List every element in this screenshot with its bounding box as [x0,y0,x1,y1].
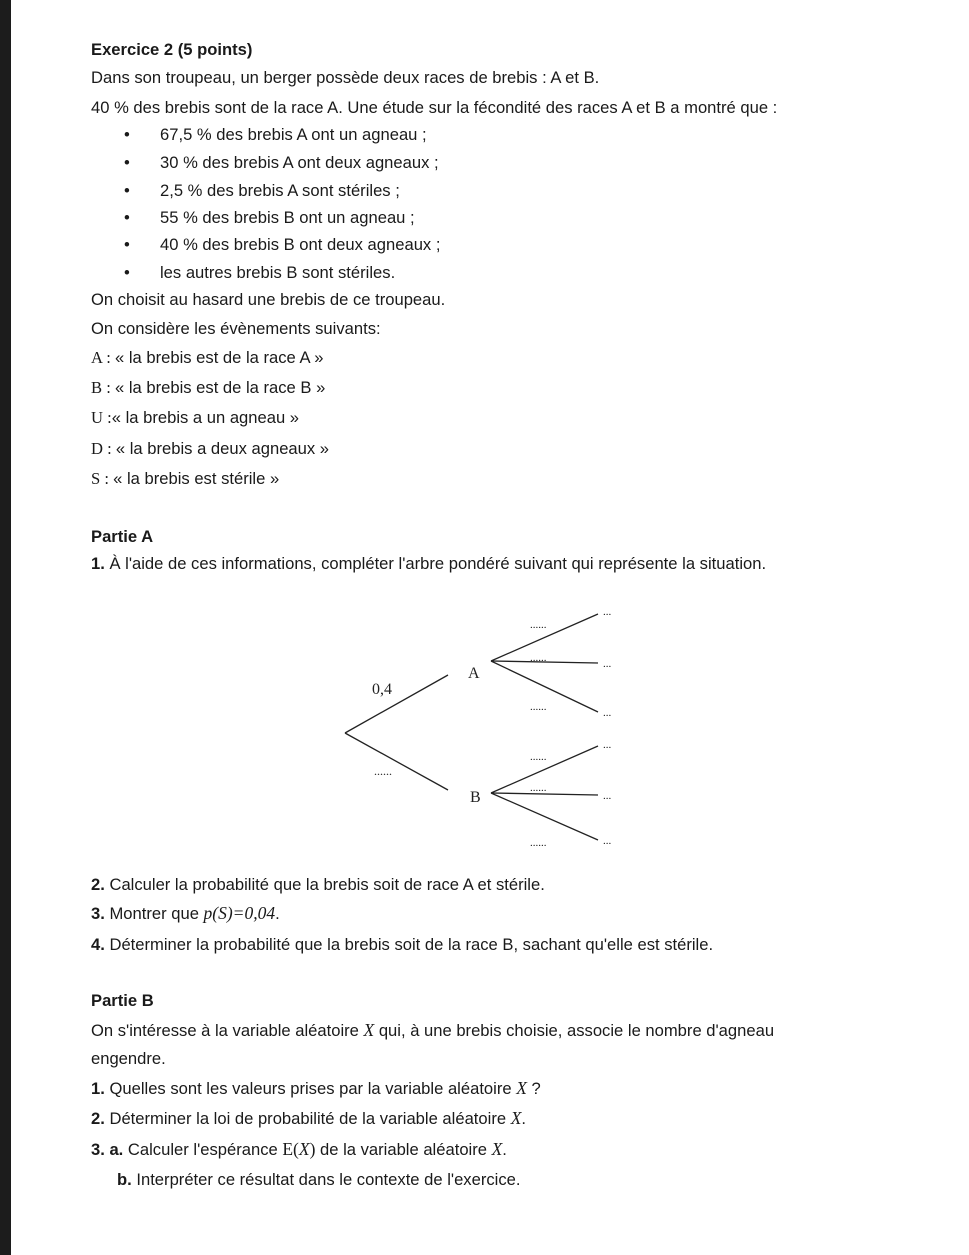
tree-leaf-label: ... [603,835,612,847]
part-b-intro-1 [91,1020,774,1041]
event-letter: B [91,378,103,397]
exercise-title: Exercice 2 (5 points) [91,40,253,59]
consider-line: On considère les évènements suivants: [91,319,381,338]
question-sub-label: b. [117,1170,132,1189]
question-end: . [275,904,280,923]
math-expression: E( [282,1139,299,1159]
question-number: 4. [91,935,105,954]
question-text: Calculer l'espérance [123,1140,283,1159]
part-b-q3b [117,1170,520,1190]
tree-weight-b: ...... [374,764,392,778]
part-b-q1 [91,1078,541,1099]
part-a-title: Partie A [91,527,154,546]
event-text: « la brebis a deux agneaux » [115,439,330,458]
tree-branch-label: ...... [530,701,547,713]
question-number: 2. [91,1109,105,1128]
bullet-dot: • [124,153,130,172]
variable-x: X [363,1020,375,1040]
question-number: 1. [91,1079,105,1098]
question-end: . [521,1109,527,1128]
bullet-dot: • [124,208,130,227]
question-sub-label: a. [104,1140,124,1159]
question-end: ? [526,1079,541,1098]
list-item: 67,5 % des brebis A ont un agneau ; [160,125,427,144]
question-text: Montrer que [104,904,204,923]
math-expression: ) [309,1139,316,1159]
tree-leaf-label: ... [603,658,612,670]
question-text: À l'aide de ces informations, compléter l'arbre pondéré suivant qui représente la situation. [104,554,767,573]
list-item: 40 % des brebis B ont deux agneaux ; [160,235,441,254]
choose-line: On choisit au hasard une brebis de ce troupeau. [91,290,446,309]
question-end: . [502,1140,507,1159]
part-a-q2 [91,875,545,895]
bullet-dot: • [124,125,130,144]
question-number: 2. [91,875,105,894]
tree-branch-label: ...... [530,782,547,794]
bullet-dot: • [124,263,130,282]
variable-x: X [298,1139,310,1159]
event-sep: : [102,439,116,458]
question-number: 3. [91,1140,105,1159]
tree-leaf-label: ... [603,790,612,802]
tree-branch-label: ...... [530,751,547,763]
variable-x: X [491,1139,503,1159]
event-text: « la brebis est de la race A » [115,348,324,367]
intro-line-2: 40 % des brebis sont de la race A. Une étude sur la fécondité des races A et B a montré que : [91,98,778,117]
event-sep: : [100,469,114,488]
tree-node-b: B [470,789,481,806]
list-item: les autres brebis B sont stériles. [160,263,396,282]
part-a-q4 [91,935,713,955]
question-text: Calculer la probabilité que la brebis soit de race A et stérile. [104,875,545,894]
tree-leaf-label: ... [603,606,612,618]
tree-branch-label: ...... [530,837,547,849]
list-item: 30 % des brebis A ont deux agneaux ; [160,153,439,172]
question-text: Interpréter ce résultat dans le contexte de l'exercice. [131,1170,521,1189]
question-number: 1. [91,554,105,573]
list-item: 55 % des brebis B ont un agneau ; [160,208,415,227]
tree-node-a: A [468,665,480,682]
variable-x: X [516,1078,527,1098]
tree-leaf-label: ... [603,707,612,719]
branch-root-b [345,733,448,790]
event-text: « la brebis est de la race B » [115,378,326,397]
question-text: Quelles sont les valeurs prises par la variable aléatoire [104,1079,517,1098]
part-b-q2 [91,1108,526,1129]
variable-x: X [510,1108,522,1128]
event-sep: : [102,348,115,367]
tree-branch-label: ...... [530,619,547,631]
intro-text: qui, à une brebis choisie, associe le nombre d'agneau [374,1021,775,1040]
tree-weight-a: 0,4 [372,681,392,698]
question-number: 3. [91,904,105,923]
event-letter: S [91,469,101,488]
question-text: de la variable aléatoire [315,1140,492,1159]
intro-line-1: Dans son troupeau, un berger possède deux races de brebis : A et B. [91,68,600,87]
event-letter: D [91,439,103,458]
event-letter: U [91,408,103,427]
bullet-dot: • [124,181,130,200]
event-text: « la brebis a un agneau » [111,408,300,427]
tree-branch-label: ...... [530,652,547,664]
list-item: 2,5 % des brebis A sont stériles ; [160,181,400,200]
question-text: Déterminer la probabilité que la brebis soit de la race B, sachant qu'elle est stérile. [104,935,714,954]
bullet-dot: • [124,235,130,254]
question-text: Déterminer la loi de probabilité de la variable aléatoire [104,1109,511,1128]
branch-b-3 [491,793,598,840]
event-sep: : [102,378,115,397]
intro-text: On s'intéresse à la variable aléatoire [91,1021,364,1040]
math-expression: p(S)=0,04 [203,903,276,923]
event-letter: A [91,348,103,367]
tree-leaf-label: ... [603,739,612,751]
part-b-title: Partie B [91,991,154,1010]
part-b-intro-2: engendre. [91,1049,166,1068]
event-text: « la brebis est stérile » [113,469,280,488]
branch-root-a [345,675,448,733]
part-a-q3 [91,903,280,924]
event-sep: : [102,408,112,427]
part-b-q3a [91,1139,507,1160]
